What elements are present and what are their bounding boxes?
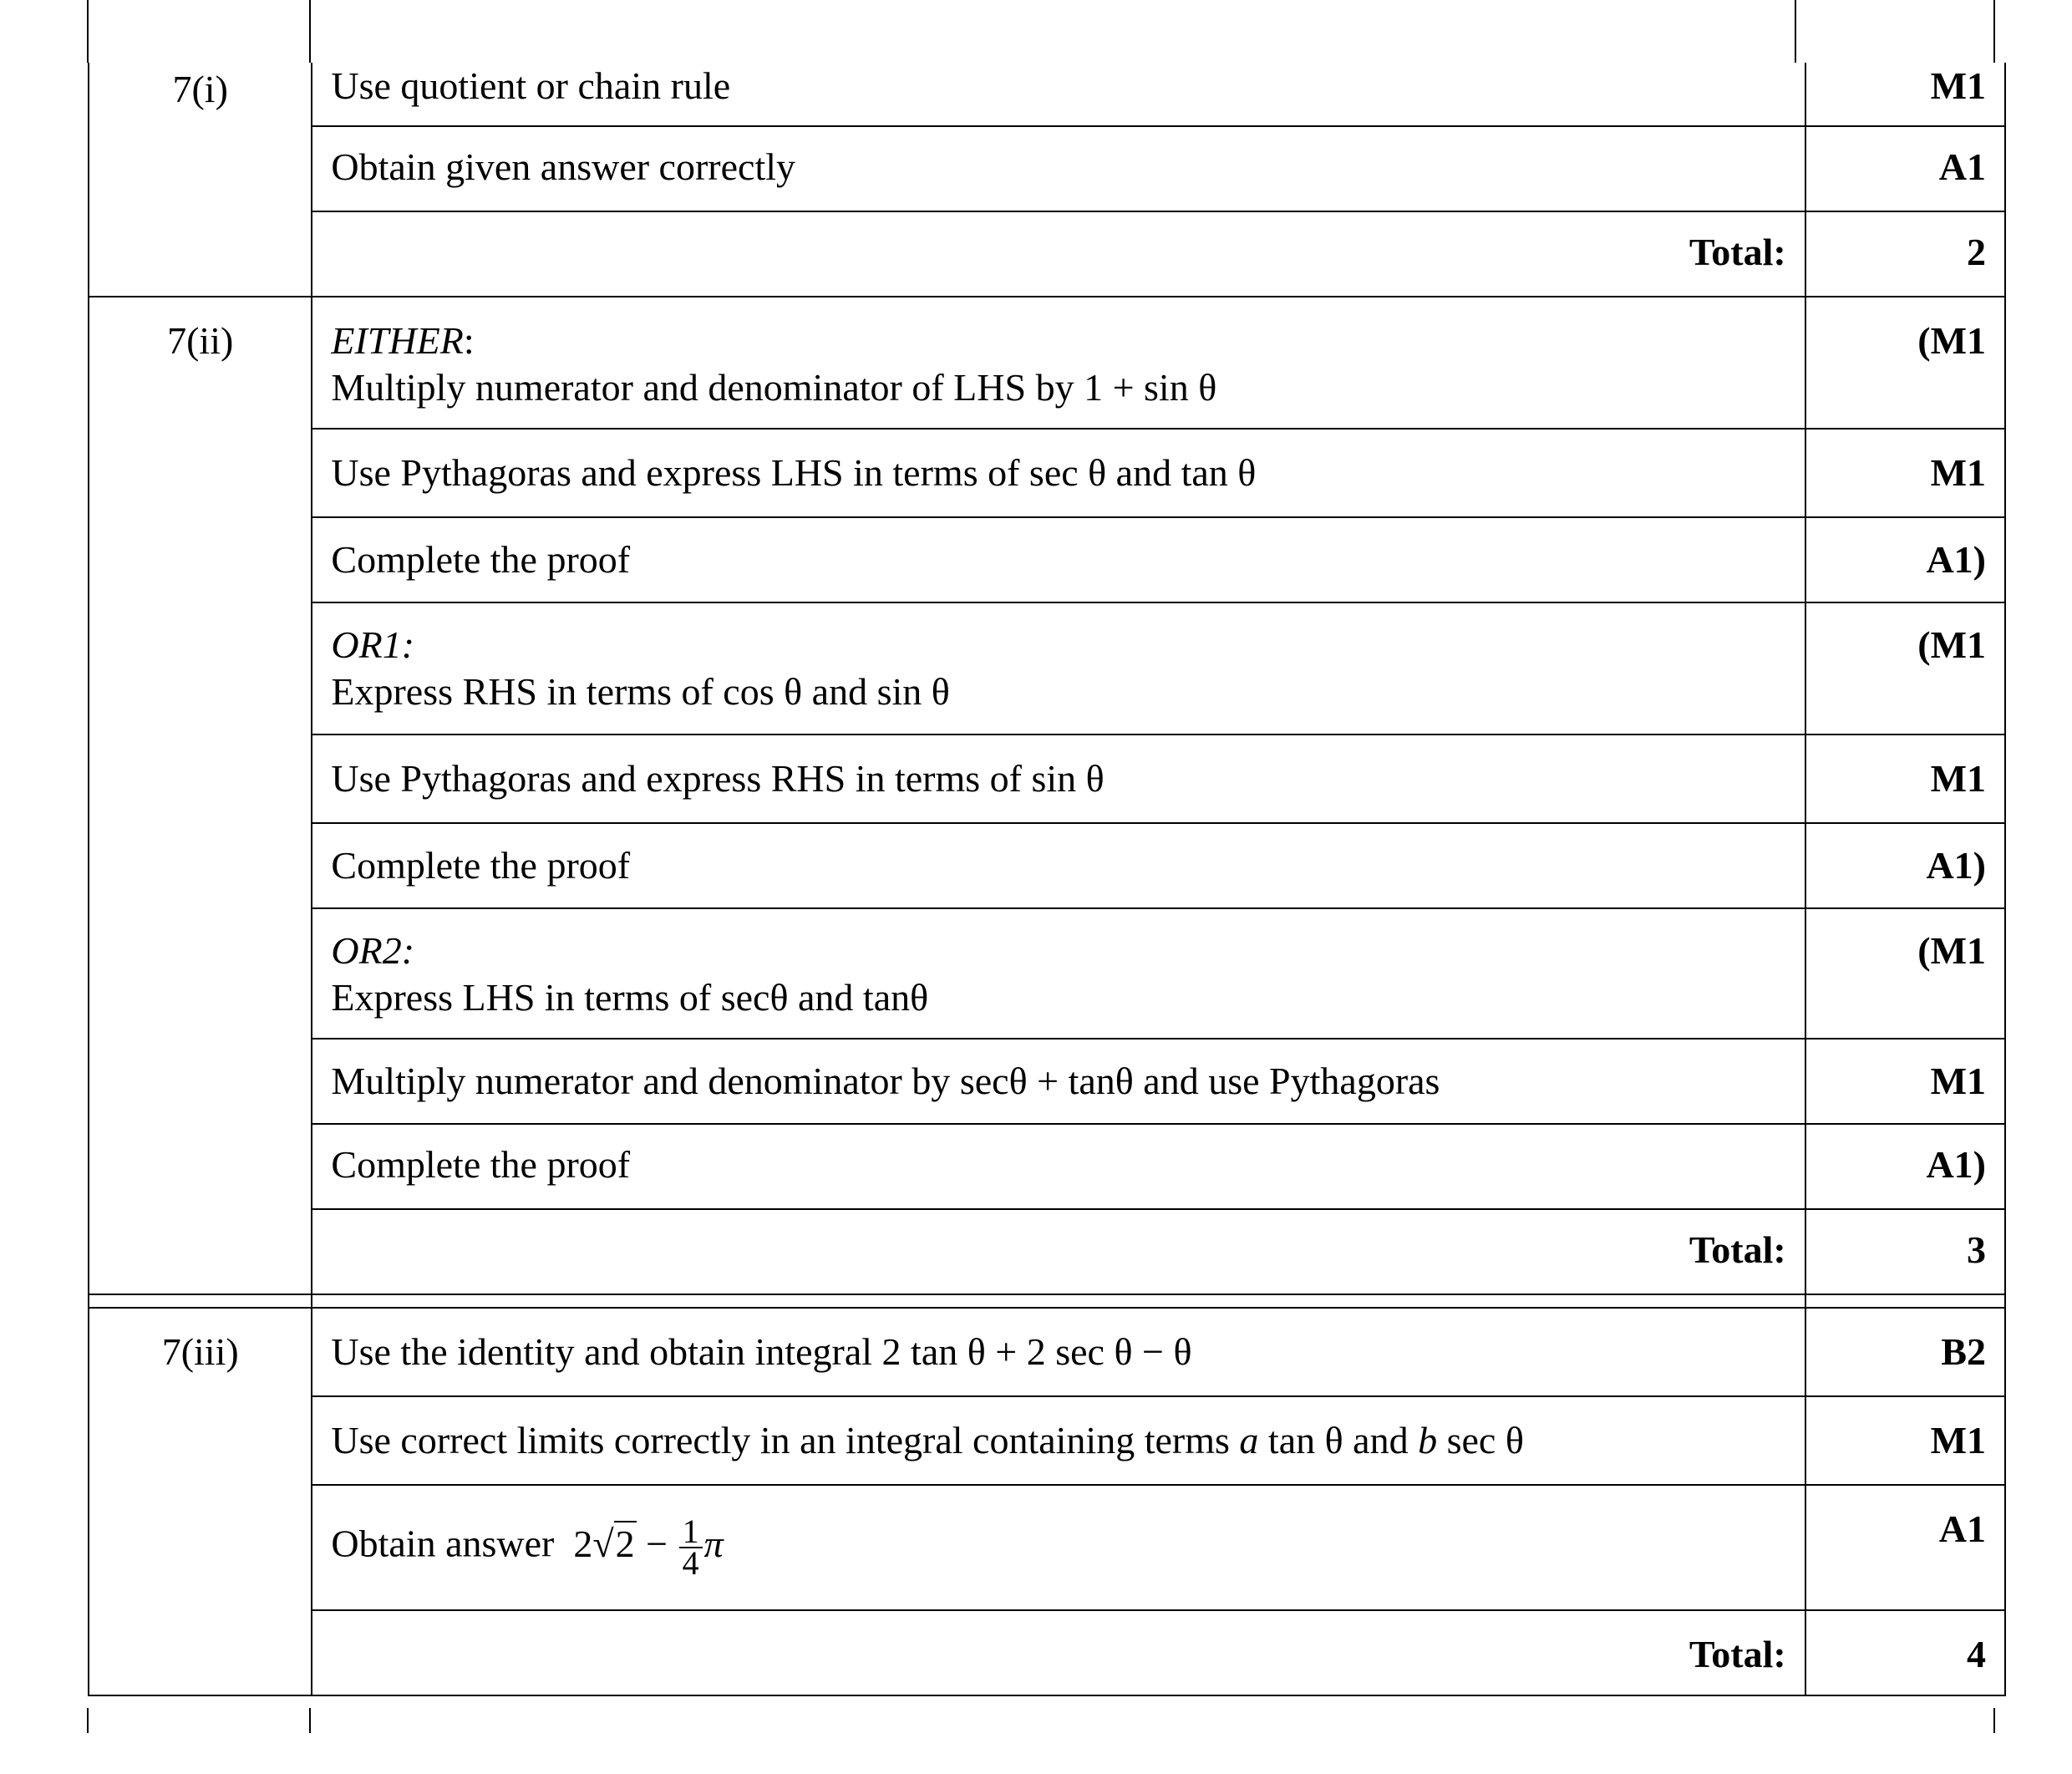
step-text: Multiply numerator and denominator of LHS by 1 + sin θ (331, 366, 1217, 409)
section-divider (89, 1294, 2005, 1308)
scheme-text (312, 297, 1805, 429)
scheme-text: Obtain given answer correctly (312, 126, 1805, 211)
answer-expression: 2√2 − $\frac{1}{4}$ π (573, 1512, 724, 1582)
total-mark: 4 (1805, 1610, 2005, 1695)
table-row (89, 517, 2005, 602)
scheme-text (312, 602, 1805, 735)
mark: A1 (1805, 126, 2005, 211)
mark: M1 (1805, 1039, 2005, 1124)
mark: A1) (1805, 1124, 2005, 1209)
step-text: Express RHS in terms of cos θ and sin θ (331, 670, 950, 713)
fraction (679, 1512, 703, 1582)
table-row (89, 211, 2005, 297)
mark: (M1 (1805, 297, 2005, 429)
step-text: Use correct limits correctly in an integral containing terms (331, 1419, 1240, 1461)
table-row (89, 297, 2005, 429)
scheme-text: Complete the proof (312, 1124, 1805, 1209)
method-label: OR1: (331, 623, 415, 666)
table-row (89, 1610, 2005, 1695)
table-row (89, 1396, 2005, 1485)
scheme-text (312, 908, 1805, 1039)
mark: M1 (1805, 735, 2005, 823)
table-top-lines (0, 0, 2072, 63)
scheme-text: Multiply numerator and denominator by secθ + tanθ and use Pythagoras (312, 1039, 1805, 1124)
mark: M1 (1805, 429, 2005, 517)
table-row (89, 602, 2005, 735)
expr-minus: − (646, 1522, 668, 1565)
table-row (89, 823, 2005, 908)
total-label: Total: (312, 1610, 1805, 1695)
mark: (M1 (1805, 602, 2005, 735)
mark: A1) (1805, 517, 2005, 602)
table-row (89, 735, 2005, 823)
table-row (89, 908, 2005, 1039)
question-number: 7(iii) (89, 1308, 312, 1695)
table-row (89, 126, 2005, 211)
question-number: 7(ii) (89, 297, 312, 1294)
table-bottom-lines (0, 1708, 2072, 1733)
mark: M1 (1805, 1396, 2005, 1485)
mark: (M1 (1805, 908, 2005, 1039)
mark-scheme-table (88, 63, 2006, 1696)
scheme-text: Complete the proof (312, 823, 1805, 908)
scheme-text (312, 1485, 1805, 1610)
scheme-text: Use the identity and obtain integral 2 tan θ + 2 sec θ − θ (312, 1308, 1805, 1396)
question-number: 7(i) (89, 63, 312, 297)
table-row (89, 1308, 2005, 1396)
mark: B2 (1805, 1308, 2005, 1396)
table-row (89, 1485, 2005, 1610)
expr-radicand: 2 (615, 1522, 635, 1565)
scheme-text (312, 1396, 1805, 1485)
scheme-text: Complete the proof (312, 517, 1805, 602)
scheme-text: Use Pythagoras and express LHS in terms of sec θ and tan θ (312, 429, 1805, 517)
scheme-text: Use quotient or chain rule (312, 63, 1805, 126)
method-label-sep: : (463, 319, 475, 362)
mark: A1) (1805, 823, 2005, 908)
total-mark: 3 (1805, 1209, 2005, 1294)
expr-coefficient: 2 (573, 1522, 593, 1565)
method-label: EITHER (331, 319, 464, 362)
expr-pi: π (703, 1522, 724, 1565)
fraction-numerator: 1 (679, 1517, 703, 1548)
step-text: tan θ and (1258, 1419, 1419, 1461)
mark: A1 (1805, 1485, 2005, 1610)
table-row (89, 429, 2005, 517)
step-text: sec θ (1437, 1419, 1524, 1461)
step-text: Express LHS in terms of secθ and tanθ (331, 976, 929, 1019)
total-label: Total: (312, 1209, 1805, 1294)
step-text: Obtain answer (331, 1522, 555, 1565)
scheme-text: Use Pythagoras and express RHS in terms of sin θ (312, 735, 1805, 823)
total-label: Total: (312, 211, 1805, 297)
table-row (89, 63, 2005, 126)
fraction-denominator: 4 (682, 1544, 699, 1582)
total-mark: 2 (1805, 211, 2005, 297)
table-row (89, 1039, 2005, 1124)
method-label: OR2: (331, 929, 415, 972)
table-row (89, 1124, 2005, 1209)
table-row (89, 1209, 2005, 1294)
mark: M1 (1805, 63, 2005, 126)
variable-a: a (1239, 1419, 1259, 1461)
variable-b: b (1418, 1419, 1438, 1461)
